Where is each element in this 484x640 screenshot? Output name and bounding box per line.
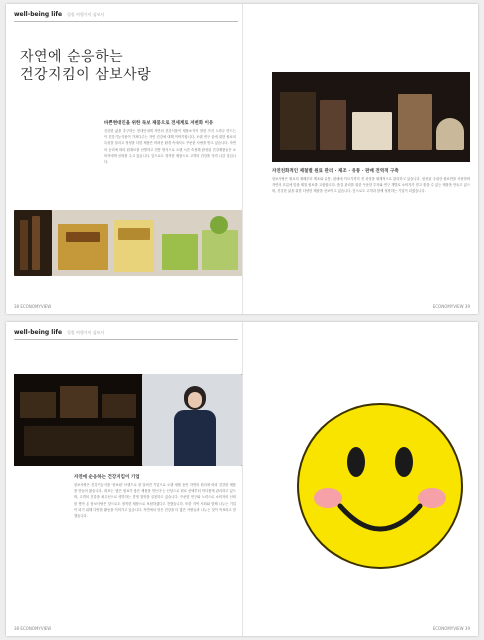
page-header (14, 329, 104, 336)
smiley-face-circle (298, 404, 462, 568)
magazine-spread-top (6, 4, 478, 314)
smiley-right-eye (395, 447, 413, 477)
header-rule (14, 21, 238, 22)
person-face (188, 392, 202, 408)
product-bottle (320, 100, 346, 150)
smiley-face-graphic (296, 402, 464, 570)
interview-photo (14, 374, 242, 466)
smiley-face-icon (296, 402, 464, 570)
product-stick (32, 216, 40, 270)
product-label (118, 228, 150, 240)
product-photo-strip (14, 210, 242, 276)
spread-gutter (242, 4, 243, 314)
product-label (66, 232, 100, 242)
plant-leaves (210, 216, 228, 234)
header-subtitle: 힐링 여행가이 삼보사 (67, 12, 105, 17)
header-title: well-being life (14, 11, 63, 18)
article-title (20, 48, 151, 84)
header-rule (14, 339, 238, 340)
magazine-spread-bottom (6, 322, 478, 636)
header-title: well-being life (14, 329, 63, 336)
product-box-dark (280, 92, 316, 150)
interview-heading: 자연에 순응하는 건강지킴이 기업 (74, 475, 140, 480)
product-stick (20, 220, 28, 270)
product-box-brown (398, 94, 432, 150)
product-box (20, 392, 56, 418)
spread-gutter (242, 322, 243, 636)
section2-heading: 자연친화적인 제철별 원료 관리 · 제조 · 유통 · 판매 전역적 구축 (272, 169, 399, 174)
section2-body: 삼보사랑은 원료의 재배부터 제조와 유통, 판매에 이르기까지 전 과정을 체계적으로 관리하고 있습니다. 엄선된 국내산 원료만을 사용하며 자연의 흐름에 맞춘 제철 원료를 고집합니다. 품질 관리를 위한 꾸준한 투자와 연구 개발로 소비자가 믿고 찾을 수 있는 제품을 만들고 있으며, 건강한 삶을 위한 다양한 제품을 선보이고 있습니다. 앞으로도 고객과 함께 성장하는 기업이 되겠습니다. (272, 177, 470, 194)
product-box-white (352, 112, 392, 150)
product-box (60, 386, 98, 418)
header-subtitle: 힐링 여행가이 삼보사 (67, 330, 105, 335)
section1-heading: 바쁜현대인을 위한 독보 제품으로 전세계로 저변화 이유 (104, 121, 214, 126)
product-photo-right (272, 72, 470, 162)
page-header (14, 11, 104, 18)
product-box-gold (58, 224, 108, 270)
smiley-left-eye (347, 447, 365, 477)
section1-body: 건강한 삶을 추구하는 현대인에게 자연의 건강식품이 제품소식이 말한 가지 노하우 만드는 이 건강기능식품이 가져다주는 자연 건강에 대해 이야기합니다. 오랜 연구 끝에 대한 원료의 특성을 살리고 정성을 다한 제품은 어려운 환경 속에서도 꾸준한 사랑을 받고 있습니다. 자연의 순리에 따라 원재료를 선별하고 전통 방식으로 오랜 시간 숙성해 완성된 건강제품들은 소비자에게 신뢰를 주고 있습니다. 앞으로도 정직한 제품으로 고객의 건강을 지켜 나갈 것입니다. (104, 129, 236, 165)
page-number-left: 38 ECONOMYVIEW (14, 626, 52, 631)
product-box (102, 394, 136, 418)
product-jar (436, 118, 464, 150)
product-box-green (162, 234, 198, 270)
article-title-line1: 자연에 순응하는 (20, 49, 124, 65)
interview-body: 삼보사랑은 건강기능식품 '삼보원' 브랜드로 잘 알려진 기업으로 오랜 세월 동안 자연의 원리에 따라 건강한 제품을 만들어 왔습니다. 대표는 '좋은 원료가 좋은 제품을 만든다'는 신념으로 원료 선택부터 까다롭게 관리하고 있으며, 고객의 건강을 최우선으로 생각하는 경영 철학을 실천하고 있습니다. 꾸준한 연구와 노력으로 소비자의 신뢰를 쌓아 온 삼보사랑은 앞으로도 정직한 제품으로 보답하겠다고 전했습니다. 또한 지역 사회와 함께 나누는 기업이 되기 위해 다양한 활동을 이어가고 있습니다. 자연에서 얻은 건강을 더 많은 사람들과 나누는 것이 목표라고 말했습니다. (74, 483, 236, 519)
product-box-green (202, 230, 238, 270)
person-body (174, 410, 216, 466)
page-number-right: ECONOMYVIEW 39 (432, 626, 470, 631)
page-number-left: 38 ECONOMYVIEW (14, 304, 52, 309)
article-title-line2: 건강지킴이 삼보사랑 (20, 67, 152, 83)
page-number-right: ECONOMYVIEW 39 (432, 304, 470, 309)
product-tray (24, 426, 134, 456)
